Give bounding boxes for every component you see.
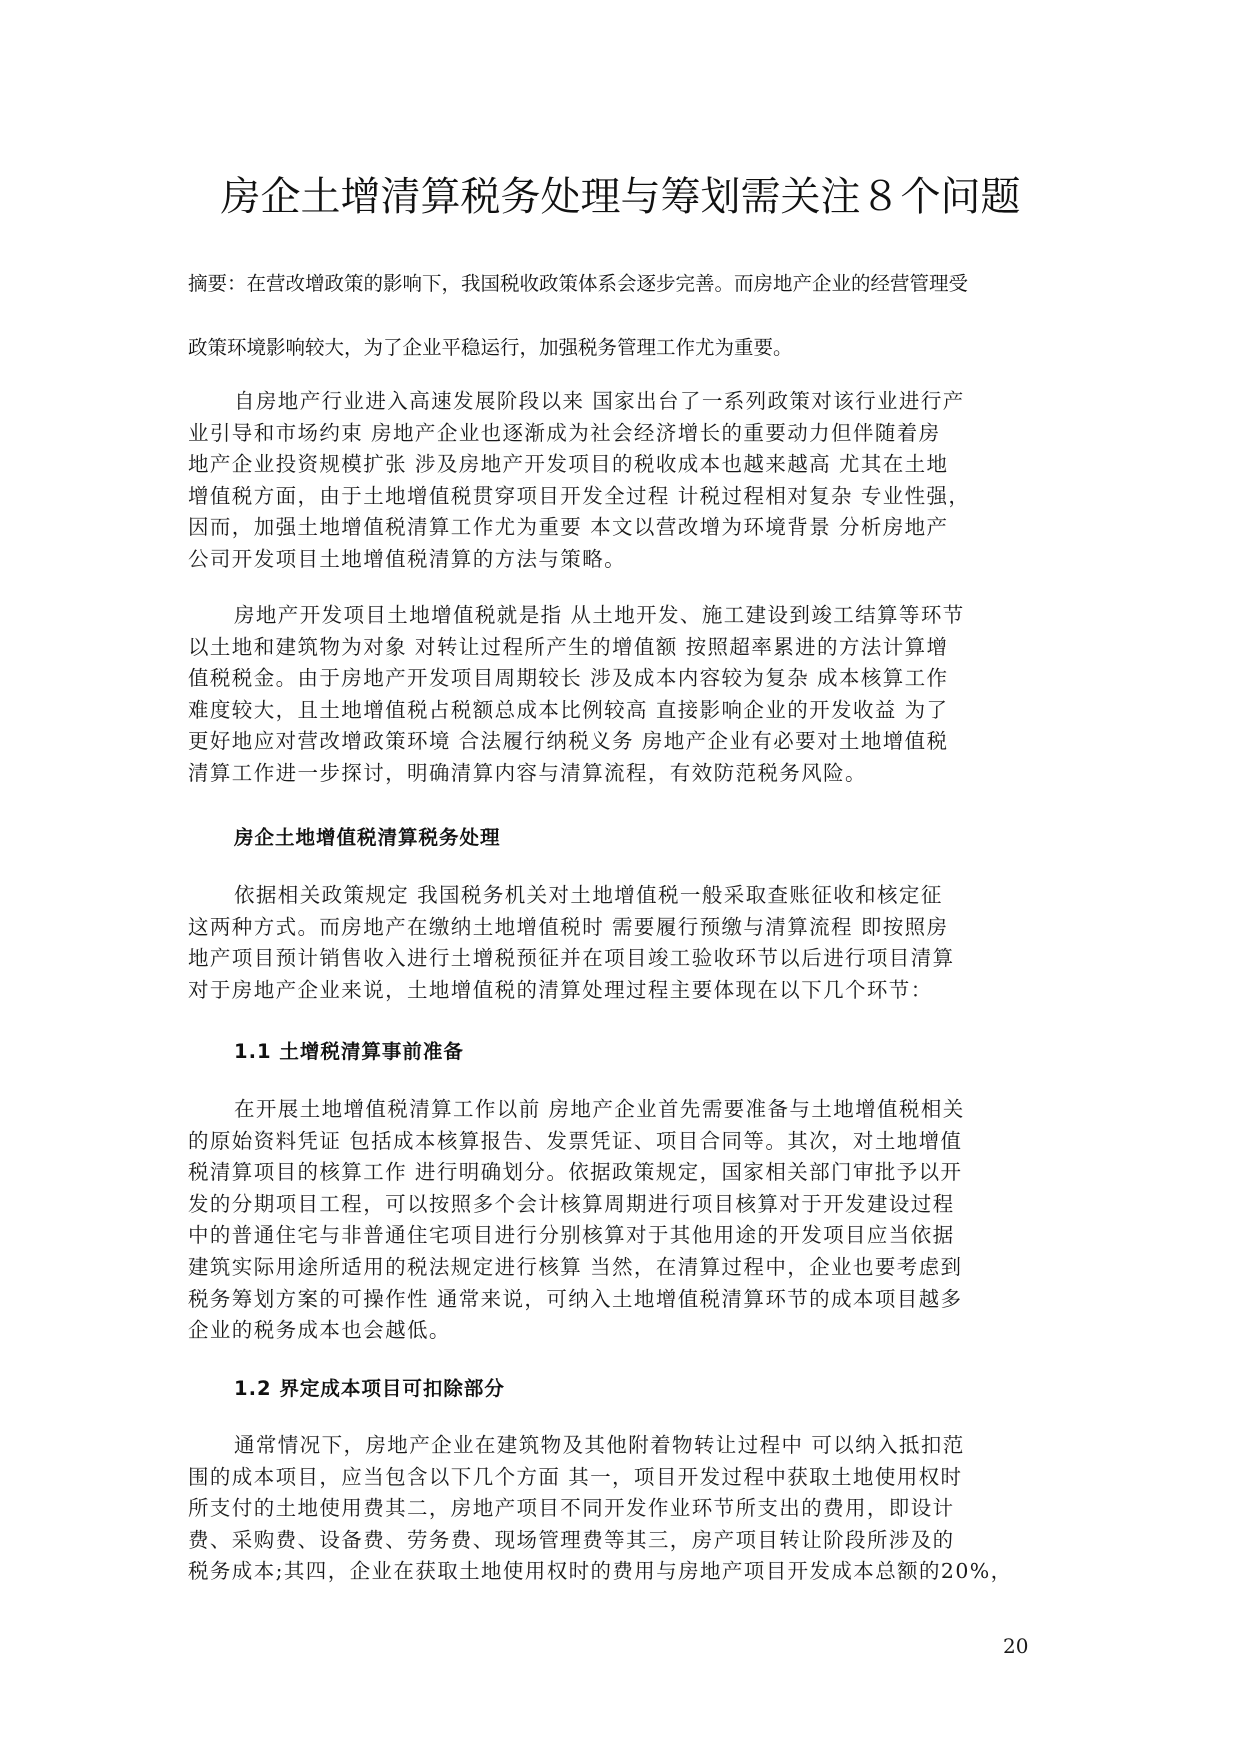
section-heading: 房企土地增值税清算税务处理 [234,826,501,849]
paragraph-line: 所支付的土地使用费其二，房地产项目不同开发作业环节所支出的费用，即设计 [188,1496,955,1521]
paragraph-line: 中的普通住宅与非普通住宅项目进行分别核算对于其他用途的开发项目应当依据 [188,1223,955,1248]
paragraph-line: 税务筹划方案的可操作性 通常来说，可纳入土地增值税清算环节的成本项目越多 [188,1286,963,1311]
paragraph-line: 发的分期项目工程，可以按照多个会计核算周期进行项目核算对于开发建设过程 [188,1191,955,1216]
paragraph-line: 建筑实际用途所适用的税法规定进行核算 当然，在清算过程中，企业也要考虑到 [188,1254,963,1279]
paragraph-line: 税清算项目的核算工作 进行明确划分。依据政策规定，国家相关部门审批予以开 [188,1160,963,1185]
paragraph-line: 值税税金。由于房地产开发项目周期较长 涉及成本内容较为复杂 成本核算工作 [188,666,949,691]
paragraph-line: 房地产开发项目土地增值税就是指 从土地开发、施工建设到竣工结算等环节 [234,603,965,627]
abstract-line-2: 政策环境影响较大，为了企业平稳运行，加强税务管理工作尤为重要。 [188,336,793,359]
subsection-heading-1-1: 1.1 土增税清算事前准备 [234,1040,464,1063]
paragraph-line: 更好地应对营改增政策环境 合法履行纳税义务 房地产企业有必要对土地增值税 [188,729,949,754]
paragraph-line: 税务成本;其四，企业在获取土地使用权时的费用与房地产项目开发成本总额的20%， [188,1559,1013,1584]
paragraph-line: 自房地产行业进入高速发展阶段以来 国家出台了一系列政策对该行业进行产 [234,389,965,413]
paragraph-line: 地产项目预计销售收入进行土增税预征并在项目竣工验收环节以后进行项目清算 [188,946,955,971]
paragraph-line: 企业的税务成本也会越低。 [188,1318,451,1343]
paragraph-line: 在开展土地增值税清算工作以前 房地产企业首先需要准备与土地增值税相关 [234,1097,965,1121]
page-title: 房企土增清算税务处理与筹划需关注８个问题 [220,174,1021,220]
body-paragraph-preparation [188,1094,1058,1347]
paragraph-line: 通常情况下，房地产企业在建筑物及其他附着物转让过程中 可以纳入抵扣范 [234,1433,965,1457]
paragraph-line: 清算工作进一步探讨，明确清算内容与清算流程，有效防范税务风险。 [188,760,867,785]
body-paragraph-policy [188,880,1058,1006]
paragraph-line: 依据相关政策规定 我国税务机关对土地增值税一般采取查账征收和核定征 [234,883,943,907]
body-paragraph-deductible [188,1430,1058,1588]
abstract-line-1: 摘要：在营改增政策的影响下，我国税收政策体系会逐步完善。而房地产企业的经营管理受 [188,272,969,295]
paragraph-line: 地产企业投资规模扩张 涉及房地产开发项目的税收成本也越来越高 尤其在土地 [188,452,949,477]
page-number: 20 [1003,1634,1029,1658]
paragraph-line: 对于房地产企业来说，土地增值税的清算处理过程主要体现在以下几个环节： [188,977,933,1002]
paragraph-line: 围的成本项目，应当包含以下几个方面 其一，项目开发过程中获取土地使用权时 [188,1464,963,1489]
paragraph-line: 因而，加强土地增值税清算工作尤为重要 本文以营改增为环境背景 分析房地产 [188,515,949,540]
paragraph-line: 这两种方式。而房地产在缴纳土地增值税时 需要履行预缴与清算流程 即按照房 [188,914,949,939]
paragraph-line: 费、采购费、设备费、劳务费、现场管理费等其三，房产项目转让阶段所涉及的 [188,1527,955,1552]
paragraph-line: 以土地和建筑物为对象 对转让过程所产生的增值额 按照超率累进的方法计算增 [188,634,949,659]
subsection-heading-1-2: 1.2 界定成本项目可扣除部分 [234,1377,505,1400]
body-paragraph-definition [188,600,1058,790]
paragraph-line: 难度较大，且土地增值税占税额总成本比例较高 直接影响企业的开发收益 为了 [188,697,949,722]
paragraph-line: 的原始资料凭证 包括成本核算报告、发票凭证、项目合同等。其次，对土地增值 [188,1128,963,1153]
paragraph-line: 业引导和市场约束 房地产企业也逐渐成为社会经济增长的重要动力但伴随着房 [188,420,941,445]
paragraph-line: 增值税方面，由于土地增值税贯穿项目开发全过程 计税过程相对复杂 专业性强， [188,483,971,508]
paragraph-line: 公司开发项目土地增值税清算的方法与策略。 [188,546,626,571]
body-paragraph-intro [188,386,1058,576]
